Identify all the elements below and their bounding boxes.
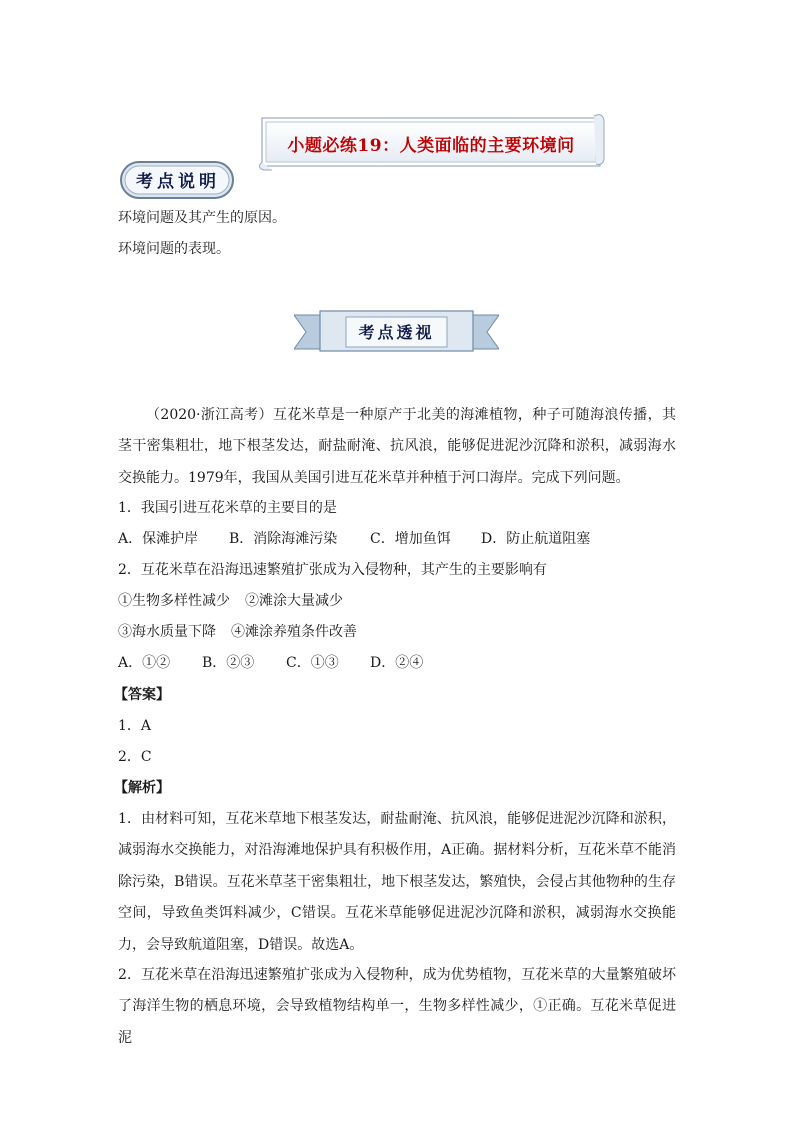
q2-item-3: ③海水质量下降 <box>118 624 216 640</box>
analysis-paragraph-1: 1．由材料可知，互花米草地下根茎发达，耐盐耐淹、抗风浪，能够促进泥沙沉降和淤积，减弱海水交换能力，对沿海滩地保护具有积极作用，A正确。据材料分析，互花米草不能消除污染，B错误。互花米草茎干密集粗壮，地下根茎发达，繁殖快，会侵占其他物种的生存空间，导致鱼类饵料减少，C错误。互花米草能够促进泥沙沉降和淤积，减弱海水交换能力，会导致航道阻塞，D错误。故选A。 <box>118 811 676 953</box>
section-ribbon-analysis <box>294 309 499 355</box>
q2-option-d: D．②④ <box>370 655 424 671</box>
q2-option-c: C．①③ <box>286 655 339 671</box>
question-2-stem: 2．互花米草在沿海迅速繁殖扩张成为入侵物种，其产生的主要影响有 <box>118 562 547 578</box>
title-scroll-banner <box>256 112 606 172</box>
badge-explain-label: 考点说明 <box>136 172 220 192</box>
answer-2: 2．C <box>118 749 152 765</box>
q2-option-a: A．①② <box>118 655 171 671</box>
answer-1: 1．A <box>118 718 152 734</box>
q1-option-c: C．增加鱼饵 <box>370 531 451 547</box>
ribbon-analysis-label: 考点透视 <box>358 323 435 342</box>
q1-option-d: D．防止航道阻塞 <box>481 531 591 547</box>
explain-line-1: 环境问题及其产生的原因。 <box>118 210 286 226</box>
analysis-heading: 【解析】 <box>114 780 170 796</box>
explain-line-2: 环境问题的表现。 <box>118 241 230 257</box>
q1-option-a: A．保滩护岸 <box>118 531 199 547</box>
q2-option-b: B．②③ <box>202 655 255 671</box>
question-material-paragraph: （2020·浙江高考）互花米草是一种原产于北美的海滩植物，种子可随海浪传播，其茎干密集粗壮，地下根茎发达，耐盐耐淹、抗风浪，能够促进泥沙沉降和淤积，减弱海水交换能力。1979年，我国从美国引进互花米草并种植于河口海岸。完成下列问题。 <box>118 407 676 486</box>
q1-option-b: B．消除海滩污染 <box>229 531 338 547</box>
section-badge-explain <box>119 156 237 204</box>
answer-heading: 【答案】 <box>114 687 170 703</box>
q2-item-1: ①生物多样性减少 <box>118 593 230 609</box>
q2-item-4: ④滩涂养殖条件改善 <box>231 624 357 640</box>
q2-item-2: ②滩涂大量减少 <box>245 593 343 609</box>
analysis-paragraph-2: 2．互花米草在沿海迅速繁殖扩张成为入侵物种，成为优势植物，互花米草的大量繁殖破坏了海洋生物的栖息环境，会导致植物结构单一，生物多样性减少，①正确。互花米草促进泥 <box>118 967 676 1046</box>
question-1-stem: 1．我国引进互花米草的主要目的是 <box>118 500 337 516</box>
page-title: 小题必练19：人类面临的主要环境问 <box>287 136 575 156</box>
